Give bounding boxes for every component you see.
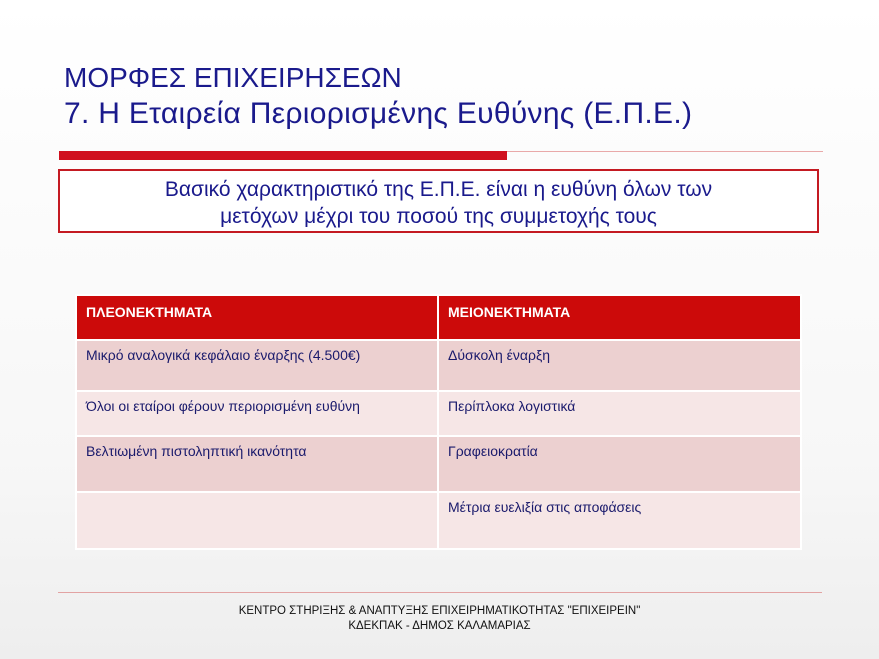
disadvantage-cell: Μέτρια ευελιξία στις αποφάσεις bbox=[438, 492, 801, 549]
footer-line-2: ΚΔΕΚΠΑΚ - ΔΗΜΟΣ ΚΑΛΑΜΑΡΙΑΣ bbox=[348, 620, 531, 632]
title-underline-bar bbox=[59, 151, 507, 160]
advantage-cell bbox=[76, 492, 438, 549]
callout-line-2: μετόχων μέχρι του ποσού της συμμετοχής τους bbox=[220, 205, 657, 228]
slide-title-line-2: 7. Η Εταιρεία Περιορισμένης Ευθύνης (Ε.Π.Ε.) bbox=[64, 97, 693, 130]
callout-line-1: Βασικό χαρακτηριστικό της Ε.Π.Ε. είναι η ευθύνη όλων των bbox=[164, 178, 713, 201]
footer-line-1: ΚΕΝΤΡΟ ΣΤΗΡΙΞΗΣ & ΑΝΑΠΤΥΞΗΣ ΕΠΙΧΕΙΡΗΜΑΤΙΚΟΤΗΤΑΣ "ΕΠΙΧΕΙΡΕΙΝ" bbox=[238, 605, 641, 617]
title-underline-thin bbox=[507, 151, 823, 152]
advantage-cell: Όλοι οι εταίροι φέρουν περιορισμένη ευθύνη bbox=[76, 391, 438, 436]
slide-title-line-1: ΜΟΡΦΕΣ ΕΠΙΧΕΙΡΗΣΕΩΝ bbox=[64, 62, 402, 93]
header-advantages: ΠΛΕΟΝΕΚΤΗΜΑΤΑ bbox=[76, 295, 438, 340]
header-disadvantages: ΜΕΙΟΝΕΚΤΗΜΑΤΑ bbox=[438, 295, 801, 340]
disadvantage-cell: Γραφειοκρατία bbox=[438, 436, 801, 492]
advantage-cell: Βελτιωμένη πιστοληπτική ικανότητα bbox=[76, 436, 438, 492]
slide-footer bbox=[0, 604, 879, 634]
slide-title bbox=[64, 60, 692, 132]
key-feature-callout bbox=[58, 169, 819, 233]
table-row bbox=[76, 340, 801, 391]
table-row bbox=[76, 436, 801, 492]
pros-cons-table bbox=[75, 294, 802, 550]
table-row bbox=[76, 492, 801, 549]
table-row bbox=[76, 391, 801, 436]
disadvantage-cell: Δύσκολη έναρξη bbox=[438, 340, 801, 391]
disadvantage-cell: Περίπλοκα λογιστικά bbox=[438, 391, 801, 436]
advantage-cell: Μικρό αναλογικά κεφάλαιο έναρξης (4.500€) bbox=[76, 340, 438, 391]
table-header-row bbox=[76, 295, 801, 340]
footer-divider bbox=[58, 592, 822, 593]
